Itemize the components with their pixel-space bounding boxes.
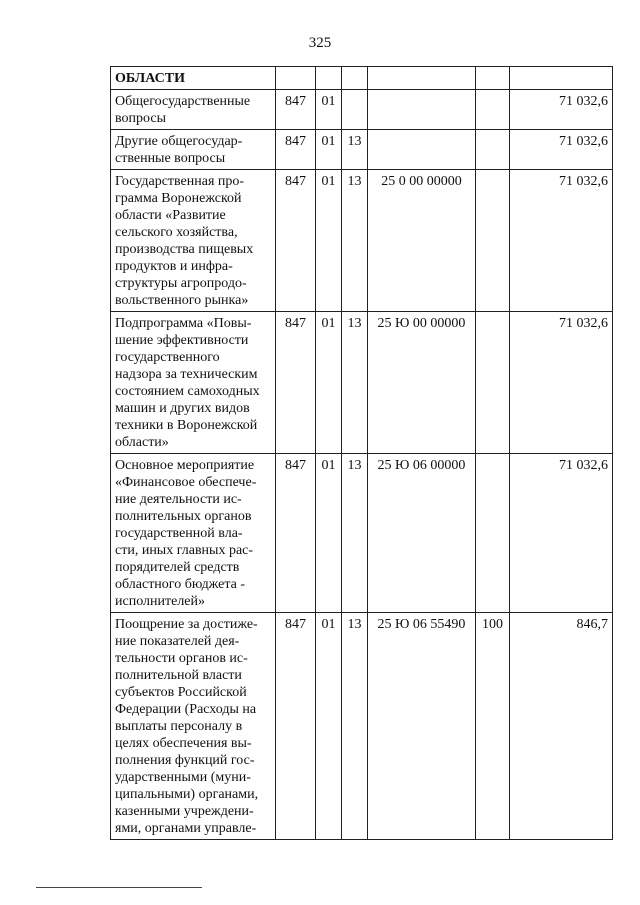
section-code-cell: [316, 67, 342, 90]
row-name-line: грамма Воронежской: [115, 191, 242, 206]
target-article-cell: 25 Ю 06 55490: [368, 613, 476, 840]
subsection-code-cell: [342, 90, 368, 130]
amount-cell: [510, 67, 613, 90]
row-name-line: тельности органов ис-: [115, 651, 248, 666]
row-name-line: области»: [115, 435, 169, 450]
amount-cell: 846,7: [510, 613, 613, 840]
row-name-line: государственной вла-: [115, 526, 243, 541]
row-name-line: Поощрение за достиже-: [115, 617, 258, 632]
row-name-line: производства пищевых: [115, 242, 254, 257]
row-name-line: ями, органами управле-: [115, 821, 257, 836]
row-name-line: ОБЛАСТИ: [115, 71, 185, 86]
row-name-line: области «Развитие: [115, 208, 226, 223]
target-article-cell: 25 0 00 00000: [368, 170, 476, 312]
row-name-line: вольственного рынка»: [115, 293, 249, 308]
target-article-cell: [368, 67, 476, 90]
row-name-line: ственные вопросы: [115, 151, 226, 166]
row-name-line: областного бюджета -: [115, 577, 246, 592]
row-name-line: целях обеспечения вы-: [115, 736, 252, 751]
row-name-line: Общегосударственные: [115, 94, 251, 109]
budget-table: [110, 66, 613, 840]
target-article-cell: 25 Ю 00 00000: [368, 312, 476, 454]
amount-cell: 71 032,6: [510, 90, 613, 130]
row-name-cell: [111, 130, 276, 170]
target-article-cell: [368, 90, 476, 130]
row-name-line: Другие общегосудар-: [115, 134, 243, 149]
table-row: [111, 90, 613, 130]
row-name-line: полнительных органов: [115, 509, 252, 524]
row-name-line: ципальными) органами,: [115, 787, 259, 802]
row-name-line: ние показателей дея-: [115, 634, 240, 649]
row-name-line: порядителей средств: [115, 560, 240, 575]
row-name-cell: [111, 454, 276, 613]
row-name-line: состоянием самоходных: [115, 384, 260, 399]
row-name-cell: [111, 67, 276, 90]
expense-type-cell: [476, 90, 510, 130]
table-body: [111, 67, 613, 840]
row-name-line: Государственная про-: [115, 174, 245, 189]
row-name-line: Подпрограмма «Повы-: [115, 316, 252, 331]
amount-cell: 71 032,6: [510, 312, 613, 454]
section-code-cell: 01: [316, 454, 342, 613]
expense-type-cell: 100: [476, 613, 510, 840]
ministry-code-cell: 847: [276, 613, 316, 840]
ministry-code-cell: 847: [276, 90, 316, 130]
row-name-line: машин и других видов: [115, 401, 250, 416]
row-name-line: «Финансовое обеспече-: [115, 475, 257, 490]
amount-cell: 71 032,6: [510, 130, 613, 170]
amount-cell: 71 032,6: [510, 170, 613, 312]
row-name-line: шение эффективности: [115, 333, 249, 348]
row-name-cell: [111, 90, 276, 130]
table-row: [111, 613, 613, 840]
row-name-line: полнения функций гос-: [115, 753, 255, 768]
target-article-cell: 25 Ю 06 00000: [368, 454, 476, 613]
subsection-code-cell: [342, 67, 368, 90]
subsection-code-cell: 13: [342, 170, 368, 312]
row-name-line: выплаты персоналу в: [115, 719, 243, 734]
row-name-line: продуктов и инфра-: [115, 259, 233, 274]
subsection-code-cell: 13: [342, 312, 368, 454]
section-code-cell: 01: [316, 170, 342, 312]
row-name-line: структуры агропродо-: [115, 276, 247, 291]
row-name-cell: [111, 312, 276, 454]
row-name-cell: [111, 170, 276, 312]
table-row: [111, 67, 613, 90]
expense-type-cell: [476, 454, 510, 613]
ministry-code-cell: 847: [276, 312, 316, 454]
expense-type-cell: [476, 67, 510, 90]
ministry-code-cell: 847: [276, 130, 316, 170]
table-row: [111, 130, 613, 170]
row-name-line: вопросы: [115, 111, 166, 126]
ministry-code-cell: 847: [276, 170, 316, 312]
row-name-cell: [111, 613, 276, 840]
row-name-line: субъектов Российской: [115, 685, 247, 700]
row-name-line: казенными учреждени-: [115, 804, 254, 819]
ministry-code-cell: [276, 67, 316, 90]
amount-cell: 71 032,6: [510, 454, 613, 613]
row-name-line: ние деятельности ис-: [115, 492, 242, 507]
section-code-cell: 01: [316, 312, 342, 454]
expense-type-cell: [476, 130, 510, 170]
row-name-line: государственного: [115, 350, 220, 365]
row-name-line: сти, иных главных рас-: [115, 543, 254, 558]
table-row: [111, 454, 613, 613]
row-name-line: техники в Воронежской: [115, 418, 258, 433]
row-name-line: Федерации (Расходы на: [115, 702, 257, 717]
row-name-line: надзора за техническим: [115, 367, 258, 382]
ministry-code-cell: 847: [276, 454, 316, 613]
section-code-cell: 01: [316, 613, 342, 840]
row-name-line: исполнителей»: [115, 594, 206, 609]
section-code-cell: 01: [316, 130, 342, 170]
footnote-rule: [36, 887, 202, 888]
expense-type-cell: [476, 170, 510, 312]
expense-type-cell: [476, 312, 510, 454]
row-name-line: полнительной власти: [115, 668, 242, 683]
section-code-cell: 01: [316, 90, 342, 130]
row-name-line: сельского хозяйства,: [115, 225, 238, 240]
subsection-code-cell: 13: [342, 613, 368, 840]
target-article-cell: [368, 130, 476, 170]
subsection-code-cell: 13: [342, 454, 368, 613]
page-number: 325: [308, 35, 332, 51]
table-row: [111, 312, 613, 454]
table-row: [111, 170, 613, 312]
row-name-line: Основное мероприятие: [115, 458, 255, 473]
row-name-line: ударственными (муни-: [115, 770, 251, 785]
subsection-code-cell: 13: [342, 130, 368, 170]
